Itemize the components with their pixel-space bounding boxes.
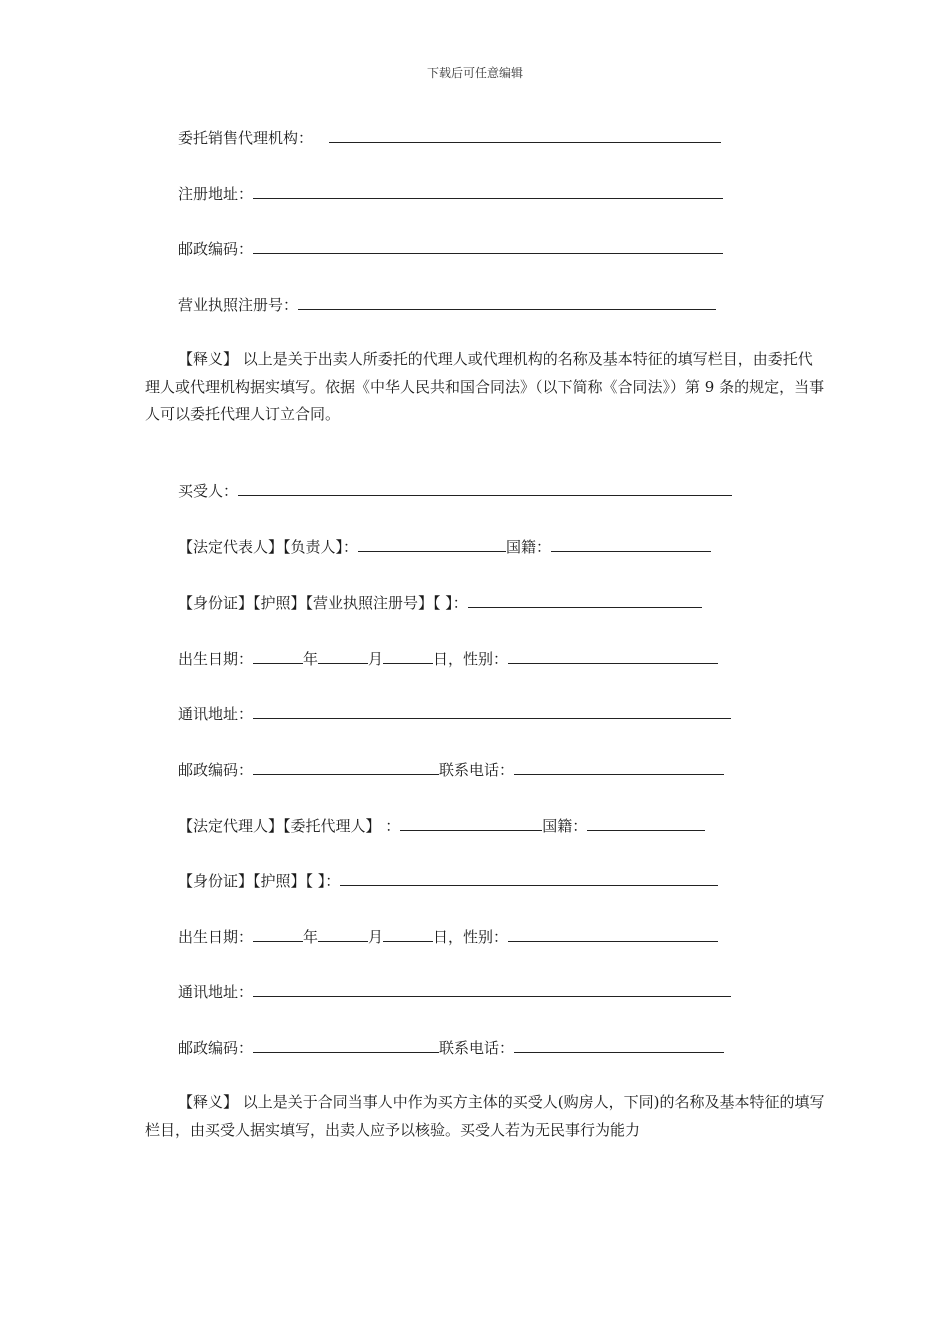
agency-license-row: [178, 295, 716, 315]
day-gender-label: 日，性别：: [433, 650, 509, 668]
agent-birth-year-field[interactable]: [253, 927, 303, 942]
month-label: 月: [368, 650, 384, 668]
agent-id-row: [178, 871, 718, 891]
buyer-id-label: 【身份证】【护照】【营业执照注册号】【 】：: [178, 594, 468, 612]
agent-nationality-label: 国籍：: [542, 817, 588, 835]
buyer-field[interactable]: [238, 481, 732, 496]
agency-name-row: [178, 128, 721, 148]
note-text: 以上是关于出卖人所委托的代理人或代理机构的名称及基本特征的填写栏目，由委托代理人或代理机构据实填写。依据《中华人民共和国合同法》（以下简称《合同法》）第 9 条的规定，当事人可以委托代理人订立合同。: [145, 350, 825, 423]
note-text: 以上是关于合同当事人中作为买方主体的买受人(购房人，下同)的名称及基本特征的填写栏目，由买受人据实填写，出卖人应予以核验。买受人若为无民事行为能力: [145, 1093, 825, 1139]
buyer-address-field[interactable]: [253, 704, 731, 719]
buyer-nationality-field[interactable]: [551, 537, 711, 552]
buyer-phone-label: 联系电话：: [439, 761, 515, 779]
buyer-birth-month-field[interactable]: [318, 649, 368, 664]
buyer-address-label: 通讯地址：: [178, 705, 254, 723]
agent-gender-field[interactable]: [508, 927, 718, 942]
agent-address-row: [178, 982, 731, 1002]
buyer-gender-field[interactable]: [508, 649, 718, 664]
agent-id-label: 【身份证】【护照】【 】：: [178, 872, 341, 890]
year-label: 年: [303, 650, 319, 668]
note-label: 【释义】: [178, 350, 239, 368]
agent-field[interactable]: [400, 816, 542, 831]
day-gender-label: 日，性别：: [433, 928, 509, 946]
buyer-postcode-label: 邮政编码：: [178, 761, 254, 779]
agency-license-label: 营业执照注册号：: [178, 296, 299, 314]
buyer-phone-field[interactable]: [514, 760, 724, 775]
agency-address-row: [178, 184, 723, 204]
agency-license-field[interactable]: [298, 295, 716, 310]
agent-address-field[interactable]: [253, 982, 731, 997]
note-paragraph-2: [145, 1089, 825, 1144]
agent-birth-row: [178, 927, 718, 947]
agency-postcode-row: [178, 239, 723, 259]
agent-contact-row: [178, 1038, 724, 1058]
agent-birth-label: 出生日期：: [178, 928, 254, 946]
buyer-postcode-field[interactable]: [253, 760, 439, 775]
note-label: 【释义】: [178, 1093, 239, 1111]
buyer-nationality-label: 国籍：: [506, 538, 552, 556]
agent-phone-field[interactable]: [514, 1038, 724, 1053]
buyer-rep-label: 【法定代表人】【负责人】：: [178, 538, 359, 556]
agency-name-field[interactable]: [329, 128, 721, 143]
buyer-id-row: [178, 593, 702, 613]
buyer-birth-label: 出生日期：: [178, 650, 254, 668]
agency-postcode-label: 邮政编码：: [178, 240, 254, 258]
page-header: 下载后可任意编辑: [426, 66, 523, 80]
buyer-rep-row: [178, 537, 711, 557]
buyer-birth-day-field[interactable]: [383, 649, 433, 664]
agency-address-field[interactable]: [253, 184, 723, 199]
note-paragraph-1: [145, 346, 825, 429]
agent-row: [178, 816, 705, 836]
agent-id-field[interactable]: [340, 871, 718, 886]
month-label: 月: [368, 928, 384, 946]
agent-phone-label: 联系电话：: [439, 1039, 515, 1057]
buyer-birth-year-field[interactable]: [253, 649, 303, 664]
buyer-row: [178, 481, 732, 501]
agent-postcode-field[interactable]: [253, 1038, 439, 1053]
buyer-address-row: [178, 704, 731, 724]
agency-postcode-field[interactable]: [253, 239, 723, 254]
agent-postcode-label: 邮政编码：: [178, 1039, 254, 1057]
agent-label: 【法定代理人】【委托代理人】 ：: [178, 817, 401, 835]
agent-nationality-field[interactable]: [587, 816, 705, 831]
buyer-rep-field[interactable]: [358, 537, 506, 552]
agent-birth-month-field[interactable]: [318, 927, 368, 942]
year-label: 年: [303, 928, 319, 946]
agent-address-label: 通讯地址：: [178, 983, 254, 1001]
agent-birth-day-field[interactable]: [383, 927, 433, 942]
buyer-birth-row: [178, 649, 718, 669]
agency-address-label: 注册地址：: [178, 185, 254, 203]
buyer-label: 买受人：: [178, 482, 239, 500]
buyer-contact-row: [178, 760, 724, 780]
buyer-id-field[interactable]: [468, 593, 702, 608]
agency-name-label: 委托销售代理机构：: [178, 129, 314, 147]
